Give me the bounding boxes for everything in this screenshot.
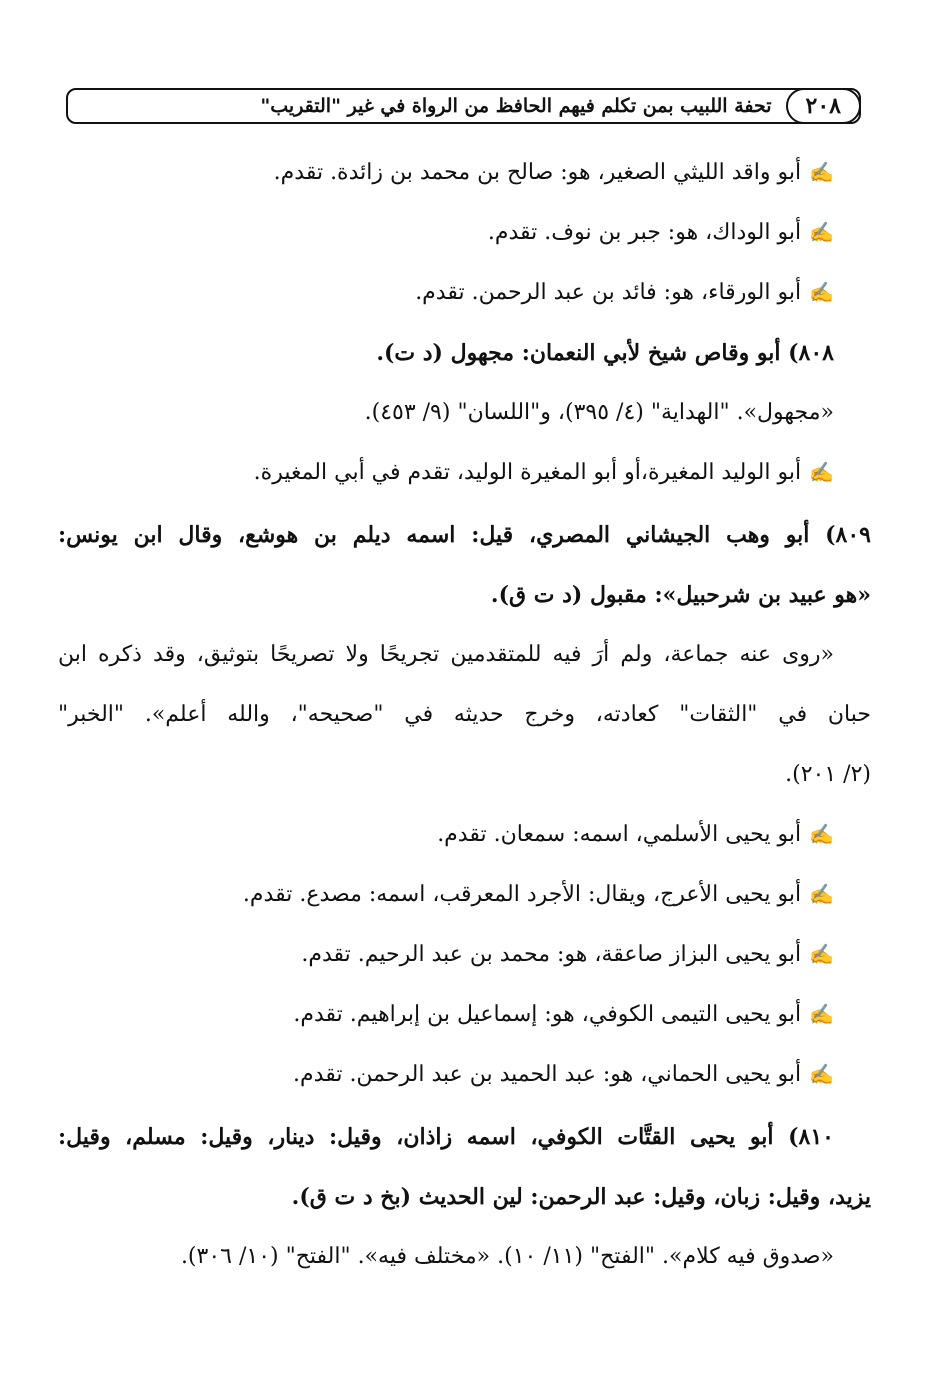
pen-icon: ✍ — [809, 942, 834, 966]
entry-heading: ٨٠٩) أبو وهب الجيشاني المصري، قيل: اسمه ديلم بن هوشع، وقال ابن يونس: — [58, 522, 871, 548]
note-line: «روى عنه جماعة، ولم أرَ فيه للمتقدمين تجريحًا ولا تصريحًا بتوثيق، وقد ذكره ابن — [58, 642, 834, 667]
pen-icon: ✍ — [809, 160, 834, 184]
entry-heading: ٨١٠) أبو يحيى القتَّات الكوفي، اسمه زاذان، وقيل: دينار، وقيل: مسلم، وقيل: — [58, 1124, 834, 1150]
entry-line: ✍أبو واقد الليثي الصغير، هو: صالح بن محمد بن زائدة. تقدم. — [273, 160, 834, 185]
note-line: «صدوق فيه كلام». "الفتح" (١١/ ١٠). «مختلف فيه». "الفتح" (١٠/ ٣٠٦). — [180, 1244, 834, 1269]
pen-icon: ✍ — [809, 460, 834, 484]
note-line: «مجهول». "الهداية" (٤/ ٣٩٥)، و"اللسان" (٩/ ٤٥٣). — [364, 400, 834, 425]
pen-icon: ✍ — [809, 882, 834, 906]
pen-icon: ✍ — [809, 822, 834, 846]
entry-line: ✍أبو يحيى الأعرج، ويقال: الأجرد المعرقب، اسمه: مصدع. تقدم. — [242, 882, 834, 907]
entry-line: ✍أبو الورقاء، هو: فائد بن عبد الرحمن. تقدم. — [415, 280, 834, 305]
note-line: (٢/ ٢٠١). — [785, 762, 871, 787]
entry-line: ✍أبو يحيى التيمى الكوفي، هو: إسماعيل بن إبراهيم. تقدم. — [293, 1002, 834, 1027]
pen-icon: ✍ — [809, 280, 834, 304]
header-title: تحفة اللبيب بمن تكلم فيهم الحافظ من الرواة في غير "التقريب" — [260, 95, 772, 117]
note-line: حبان في "الثقات" كعادته، وخرج حديثه في "صحيحه"، والله أعلم». "الخبر" — [58, 702, 871, 727]
running-header — [66, 88, 861, 124]
page-number: ٢٠٨ — [786, 88, 861, 124]
entry-line: ✍أبو يحيى الحماني، هو: عبد الحميد بن عبد الرحمن. تقدم. — [293, 1062, 834, 1087]
entry-heading: «هو عبيد بن شرحبيل»: مقبول (د ت ق). — [490, 582, 871, 608]
entry-line: ✍أبو الوليد المغيرة،أو أبو المغيرة الوليد، تقدم في أبي المغيرة. — [253, 460, 834, 485]
entry-heading: ٨٠٨) أبو وقاص شيخ لأبي النعمان: مجهول (د ت). — [376, 340, 834, 366]
pen-icon: ✍ — [809, 1002, 834, 1026]
pen-icon: ✍ — [809, 220, 834, 244]
pen-icon: ✍ — [809, 1062, 834, 1086]
entry-line: ✍أبو يحيى الأسلمي، اسمه: سمعان. تقدم. — [437, 822, 834, 847]
entry-heading: يزيد، وقيل: زبان، وقيل: عبد الرحمن: لين الحديث (بخ د ت ق). — [291, 1184, 871, 1210]
entry-line: ✍أبو الوداك، هو: جبر بن نوف. تقدم. — [487, 220, 834, 245]
entry-line: ✍أبو يحيى البزاز صاعقة، هو: محمد بن عبد الرحيم. تقدم. — [301, 942, 834, 967]
